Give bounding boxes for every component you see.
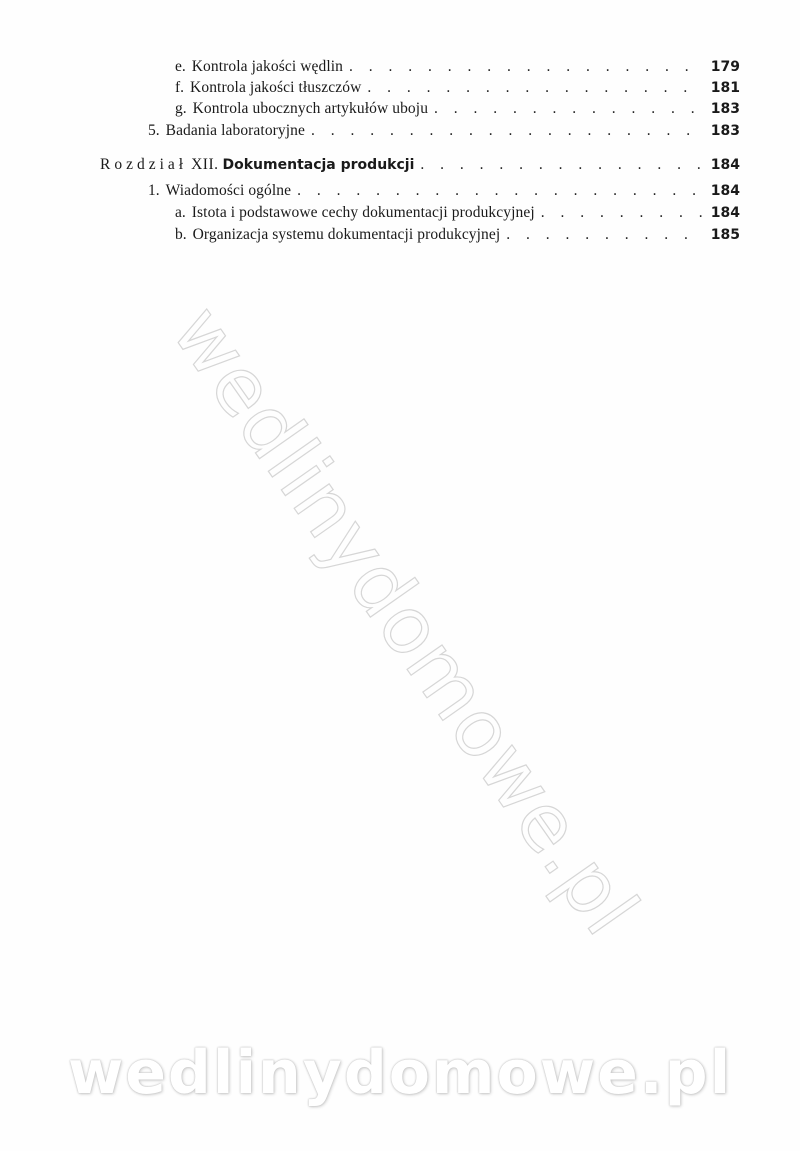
toc-entry-f <box>175 78 740 98</box>
dot-leader <box>434 99 704 119</box>
toc-entry-1 <box>148 181 740 201</box>
toc-entry-page: 179 <box>710 59 740 75</box>
chapter-title: Dokumentacja produkcji <box>222 157 415 173</box>
toc-entry-5 <box>148 121 740 141</box>
toc-entry-title: Kontrola ubocznych artykułów uboju <box>192 100 429 117</box>
dot-leader <box>367 78 704 98</box>
dot-leader <box>420 155 704 175</box>
toc-entry-page: 181 <box>710 80 740 96</box>
toc-entry-number: 5. <box>148 122 160 139</box>
toc-entry-title: Organizacja systemu dokumentacji produkcyjnej <box>192 226 501 243</box>
chapter-label: Rozdział <box>100 156 188 173</box>
toc-entry-number: b. <box>175 226 187 243</box>
toc-entry-page: 185 <box>710 227 740 243</box>
toc-entry-a <box>175 203 740 223</box>
toc-entry-g <box>175 99 740 119</box>
watermark-bottom: wedlinydomowe.pl <box>67 1038 733 1108</box>
dot-leader <box>297 181 704 201</box>
toc-entry-page: 183 <box>710 123 740 139</box>
toc-entry-number: f. <box>175 79 185 96</box>
toc-entry-e <box>175 57 740 77</box>
toc-entry-title: Istota i podstawowe cechy dokumentacji produkcyjnej <box>191 204 535 221</box>
toc-entry-page: 184 <box>710 157 740 173</box>
toc-entry-title: Kontrola jakości wędlin <box>191 58 344 75</box>
toc-entry-b <box>175 225 740 245</box>
dot-leader <box>541 203 704 223</box>
chapter-number: XII. <box>191 156 219 173</box>
toc-entry-page: 184 <box>710 205 740 221</box>
toc-entry-number: e. <box>175 58 186 75</box>
toc-entry-number: g. <box>175 100 187 117</box>
toc-entry-number: 1. <box>148 182 160 199</box>
toc-entry-page: 184 <box>710 183 740 199</box>
toc-entry-number: a. <box>175 204 186 221</box>
toc-chapter-xii <box>100 155 740 175</box>
toc-entry-page: 183 <box>710 101 740 117</box>
dot-leader <box>311 121 704 141</box>
toc-entry-title: Badania laboratoryjne <box>165 122 306 139</box>
dot-leader <box>349 57 704 77</box>
dot-leader <box>506 225 704 245</box>
toc-entry-title: Wiadomości ogólne <box>165 182 292 199</box>
toc-entry-title: Kontrola jakości tłuszczów <box>190 79 362 96</box>
watermark-diagonal: wedlinydomowe.pl <box>154 290 656 952</box>
